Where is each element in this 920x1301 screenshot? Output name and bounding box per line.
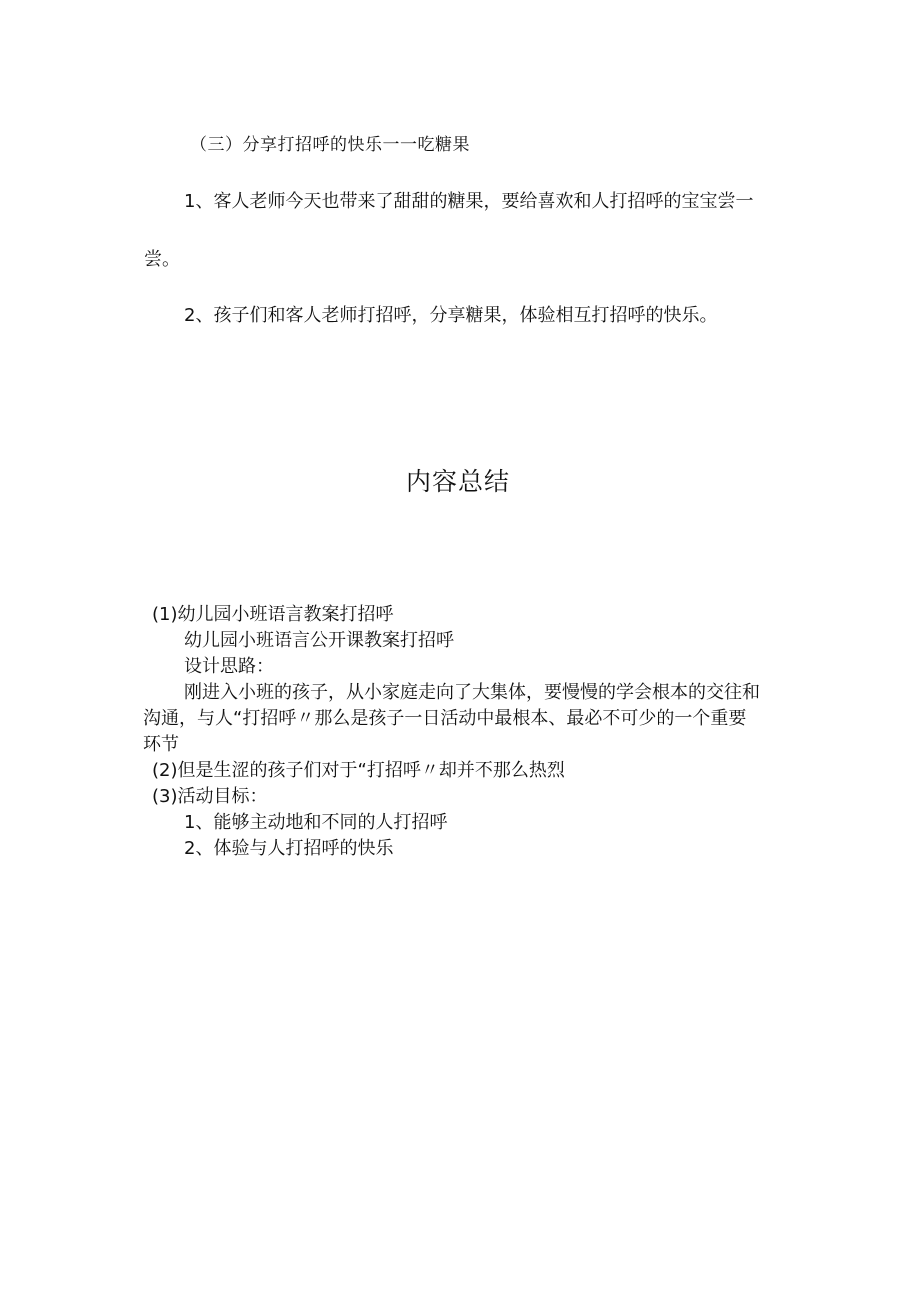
summary-line-8: (3)活动目标： bbox=[152, 786, 268, 807]
summary-line-2: 幼儿园小班语言公开课教案打招呼 bbox=[184, 630, 454, 651]
summary-line-3: 设计思路： bbox=[184, 656, 274, 677]
item1-line1: 1、客人老师今天也带来了甜甜的糖果，要给喜欢和人打招呼的宝宝尝一 bbox=[184, 191, 754, 212]
summary-line-4: 刚进入小班的孩子，从小家庭走向了大集体，要慢慢的学会根本的交往和 bbox=[184, 682, 760, 703]
summary-line-9: 1、能够主动地和不同的人打招呼 bbox=[184, 812, 448, 833]
summary-line-7: (2)但是生涩的孩子们对于“打招呼〃却并不那么热烈 bbox=[152, 760, 565, 781]
summary-line-10: 2、体验与人打招呼的快乐 bbox=[184, 838, 394, 859]
summary-line-1: (1)幼儿园小班语言教案打招呼 bbox=[152, 604, 394, 625]
summary-line-6: 环节 bbox=[143, 734, 179, 755]
section-heading: （三）分享打招呼的快乐一一吃糖果 bbox=[190, 135, 470, 155]
item2-line: 2、孩子们和客人老师打招呼，分享糖果，体验相互打招呼的快乐。 bbox=[184, 305, 718, 326]
item1-line2: 尝。 bbox=[144, 249, 180, 270]
summary-line-5: 沟通，与人“打招呼〃那么是孩子一日活动中最根本、最必不可少的一个重要 bbox=[143, 708, 747, 729]
summary-title: 内容总结 bbox=[406, 467, 511, 496]
